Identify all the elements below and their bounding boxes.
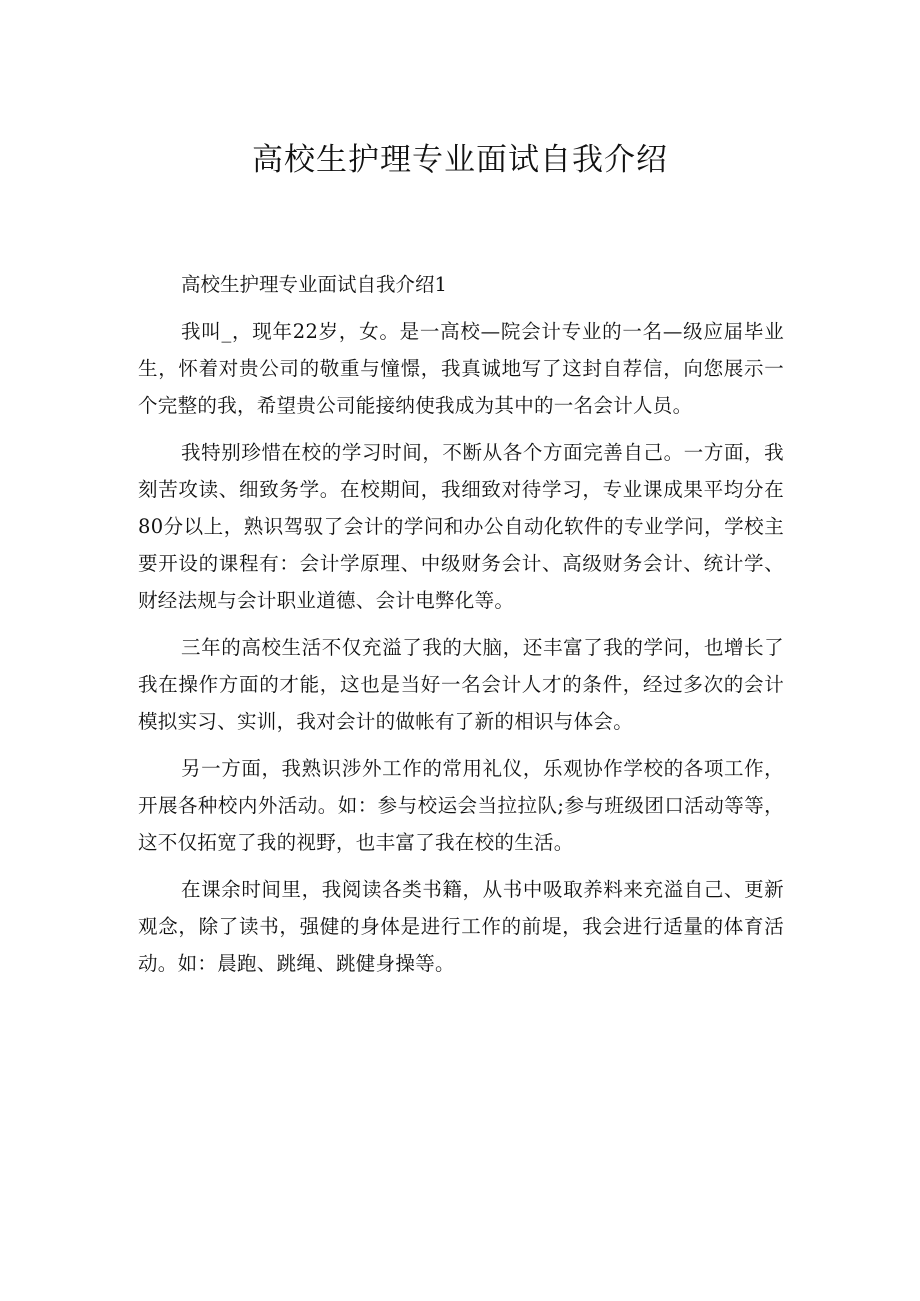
paragraph-4: 另一方面，我熟识涉外工作的常用礼仪，乐观协作学校的各项工作，开展各种校内外活动。如：参与校运会当拉拉队;参与班级团口活动等等，这不仅拓宽了我的视野，也丰富了我在校的生活。 [138, 757, 784, 854]
document-body [138, 266, 784, 982]
paragraph-2: 我特别珍惜在校的学习时间，不断从各个方面完善自己。一方面，我刻苦攻读、细致务学。在校期间，我细致对待学习，专业课成果平均分在80分以上，熟识驾驭了会计的学问和办公自动化软件的专业学问，学校主要开设的课程有：会计学原理、中级财务会计、高级财务会计、统计学、财经法规与会计职业道德、会计电弊化等。 [138, 441, 784, 612]
document-title: 高校生护理专业面试自我介绍 [252, 142, 668, 178]
paragraph-5: 在课余时间里，我阅读各类书籍，从书中吸取养料来充溢自己、更新观念，除了读书，强健的身体是进行工作的前堤，我会进行适量的体育活动。如：晨跑、跳绳、跳健身操等。 [138, 878, 784, 975]
section-heading: 高校生护理专业面试自我介绍1 [181, 273, 447, 296]
paragraph-1: 我叫_，现年22岁，女。是一高校—院会计专业的一名—级应届毕业生，怀着对贵公司的敬重与憧憬，我真诚地写了这封自荐信，向您展示一个完整的我，希望贵公司能接纳使我成为其中的一名会计人员。 [138, 320, 784, 417]
paragraph-3: 三年的高校生活不仅充溢了我的大脑，还丰富了我的学问，也增长了我在操作方面的才能，这也是当好一名会计人才的条件，经过多次的会计模拟实习、实训，我对会计的做帐有了新的相识与体会。 [138, 636, 784, 733]
